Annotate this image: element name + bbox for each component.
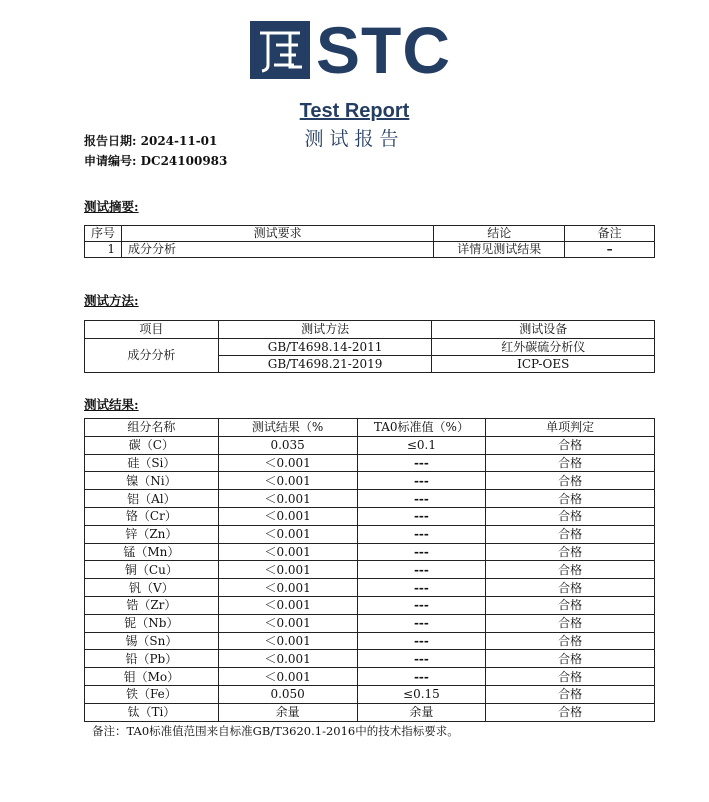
standard-value: --- <box>357 525 486 543</box>
judgement: 合格 <box>486 650 655 668</box>
element-name: 铅（Pb） <box>85 650 219 668</box>
judgement: 合格 <box>486 579 655 597</box>
report-date-value: 2024-11-01 <box>140 134 218 148</box>
standard-value: --- <box>357 632 486 650</box>
table-row <box>85 596 655 614</box>
method-item: 成分分析 <box>85 339 219 373</box>
judgement: 合格 <box>486 525 655 543</box>
test-result: 0.050 <box>218 685 357 703</box>
judgement: 合格 <box>486 454 655 472</box>
test-result: ＜0.001 <box>218 632 357 650</box>
table-row <box>85 614 655 632</box>
methods-heading: 测试方法: <box>84 293 139 308</box>
test-result: ＜0.001 <box>218 454 357 472</box>
test-result: ＜0.001 <box>218 579 357 597</box>
header-cell: 备注 <box>565 226 655 242</box>
report-date-label: 报告日期: <box>84 134 137 148</box>
standard-value: --- <box>357 579 486 597</box>
header-cell: 测试方法 <box>218 321 432 339</box>
test-result: ＜0.001 <box>218 507 357 525</box>
method-equipment: 红外碳硫分析仪 <box>432 339 655 356</box>
test-result: 0.035 <box>218 436 357 454</box>
element-name: 硅（Si） <box>85 454 219 472</box>
table-row <box>85 454 655 472</box>
summary-conclusion: 详情见测试结果 <box>434 242 565 258</box>
standard-value: --- <box>357 507 486 525</box>
table-row <box>85 668 655 686</box>
summary-no: 1 <box>85 242 122 258</box>
element-name: 铬（Cr） <box>85 507 219 525</box>
test-result: ＜0.001 <box>218 472 357 490</box>
test-result: ＜0.001 <box>218 614 357 632</box>
standard-value: --- <box>357 454 486 472</box>
standard-value: --- <box>357 561 486 579</box>
table-row <box>85 525 655 543</box>
application-number-label: 申请编号: <box>84 154 137 168</box>
element-name: 铁（Fe） <box>85 685 219 703</box>
header-cell: 组分名称 <box>85 419 219 437</box>
header-cell: 项目 <box>85 321 219 339</box>
application-number-value: DC24100983 <box>140 154 228 168</box>
standard-value: 余量 <box>357 703 486 721</box>
method-equipment: ICP-OES <box>432 356 655 373</box>
results-table <box>84 418 655 722</box>
title-english: Test Report <box>299 100 410 122</box>
element-name: 钼（Mo） <box>85 668 219 686</box>
standard-value: --- <box>357 490 486 508</box>
element-name: 锡（Sn） <box>85 632 219 650</box>
judgement: 合格 <box>486 596 655 614</box>
table-header-row <box>85 226 655 242</box>
table-row <box>85 579 655 597</box>
table-header-row <box>85 419 655 437</box>
test-result: 余量 <box>218 703 357 721</box>
application-number <box>84 152 227 169</box>
standard-value: ≤0.15 <box>357 685 486 703</box>
judgement: 合格 <box>486 632 655 650</box>
header-cell: 结论 <box>434 226 565 242</box>
header-cell: 测试结果（% <box>218 419 357 437</box>
element-name: 铝（Al） <box>85 490 219 508</box>
method-standard: GB/T4698.21-2019 <box>218 356 432 373</box>
standard-value: --- <box>357 472 486 490</box>
results-heading: 测试结果: <box>84 397 139 412</box>
judgement: 合格 <box>486 436 655 454</box>
test-result: ＜0.001 <box>218 668 357 686</box>
element-name: 锆（Zr） <box>85 596 219 614</box>
stc-logo <box>250 13 465 87</box>
judgement: 合格 <box>486 472 655 490</box>
test-result: ＜0.001 <box>218 525 357 543</box>
judgement: 合格 <box>486 685 655 703</box>
judgement: 合格 <box>486 490 655 508</box>
methods-table <box>84 320 655 373</box>
element-name: 钛（Ti） <box>85 703 219 721</box>
stc-emblem-icon <box>250 21 310 79</box>
table-row <box>85 703 655 721</box>
standard-value: --- <box>357 596 486 614</box>
table-row <box>85 685 655 703</box>
table-row <box>85 490 655 508</box>
method-standard: GB/T4698.14-2011 <box>218 339 432 356</box>
standard-value: ≤0.1 <box>357 436 486 454</box>
header-cell: 单项判定 <box>486 419 655 437</box>
element-name: 钒（V） <box>85 579 219 597</box>
table-row <box>85 507 655 525</box>
summary-heading: 测试摘要: <box>84 199 139 214</box>
judgement: 合格 <box>486 614 655 632</box>
header-cell: TA0标准值（%） <box>357 419 486 437</box>
test-result: ＜0.001 <box>218 596 357 614</box>
judgement: 合格 <box>486 703 655 721</box>
judgement: 合格 <box>486 561 655 579</box>
judgement: 合格 <box>486 543 655 561</box>
header-cell: 序号 <box>85 226 122 242</box>
logo-text: STC <box>316 13 451 87</box>
table-row <box>85 561 655 579</box>
summary-table <box>84 225 655 258</box>
judgement: 合格 <box>486 507 655 525</box>
report-date <box>84 132 217 149</box>
table-row <box>85 242 655 258</box>
element-name: 铌（Nb） <box>85 614 219 632</box>
element-name: 锌（Zn） <box>85 525 219 543</box>
table-row <box>85 632 655 650</box>
summary-remark: – <box>565 242 655 258</box>
element-name: 锰（Mn） <box>85 543 219 561</box>
table-row <box>85 472 655 490</box>
table-header-row <box>85 321 655 339</box>
title-chinese: 测试报告 <box>304 128 405 150</box>
header-cell: 测试设备 <box>432 321 655 339</box>
standard-value: --- <box>357 668 486 686</box>
table-row <box>85 339 655 356</box>
test-result: ＜0.001 <box>218 490 357 508</box>
table-row <box>85 543 655 561</box>
element-name: 碳（C） <box>85 436 219 454</box>
table-row <box>85 650 655 668</box>
standard-value: --- <box>357 650 486 668</box>
results-body <box>85 436 655 721</box>
results-note: 备注：TA0标准值范围来自标准GB/T3620.1-2016中的技术指标要求。 <box>92 724 459 738</box>
test-result: ＜0.001 <box>218 650 357 668</box>
element-name: 镍（Ni） <box>85 472 219 490</box>
judgement: 合格 <box>486 668 655 686</box>
test-result: ＜0.001 <box>218 561 357 579</box>
test-result: ＜0.001 <box>218 543 357 561</box>
element-name: 铜（Cu） <box>85 561 219 579</box>
summary-requirement: 成分分析 <box>121 242 433 258</box>
standard-value: --- <box>357 614 486 632</box>
table-row <box>85 436 655 454</box>
standard-value: --- <box>357 543 486 561</box>
header-cell: 测试要求 <box>121 226 433 242</box>
